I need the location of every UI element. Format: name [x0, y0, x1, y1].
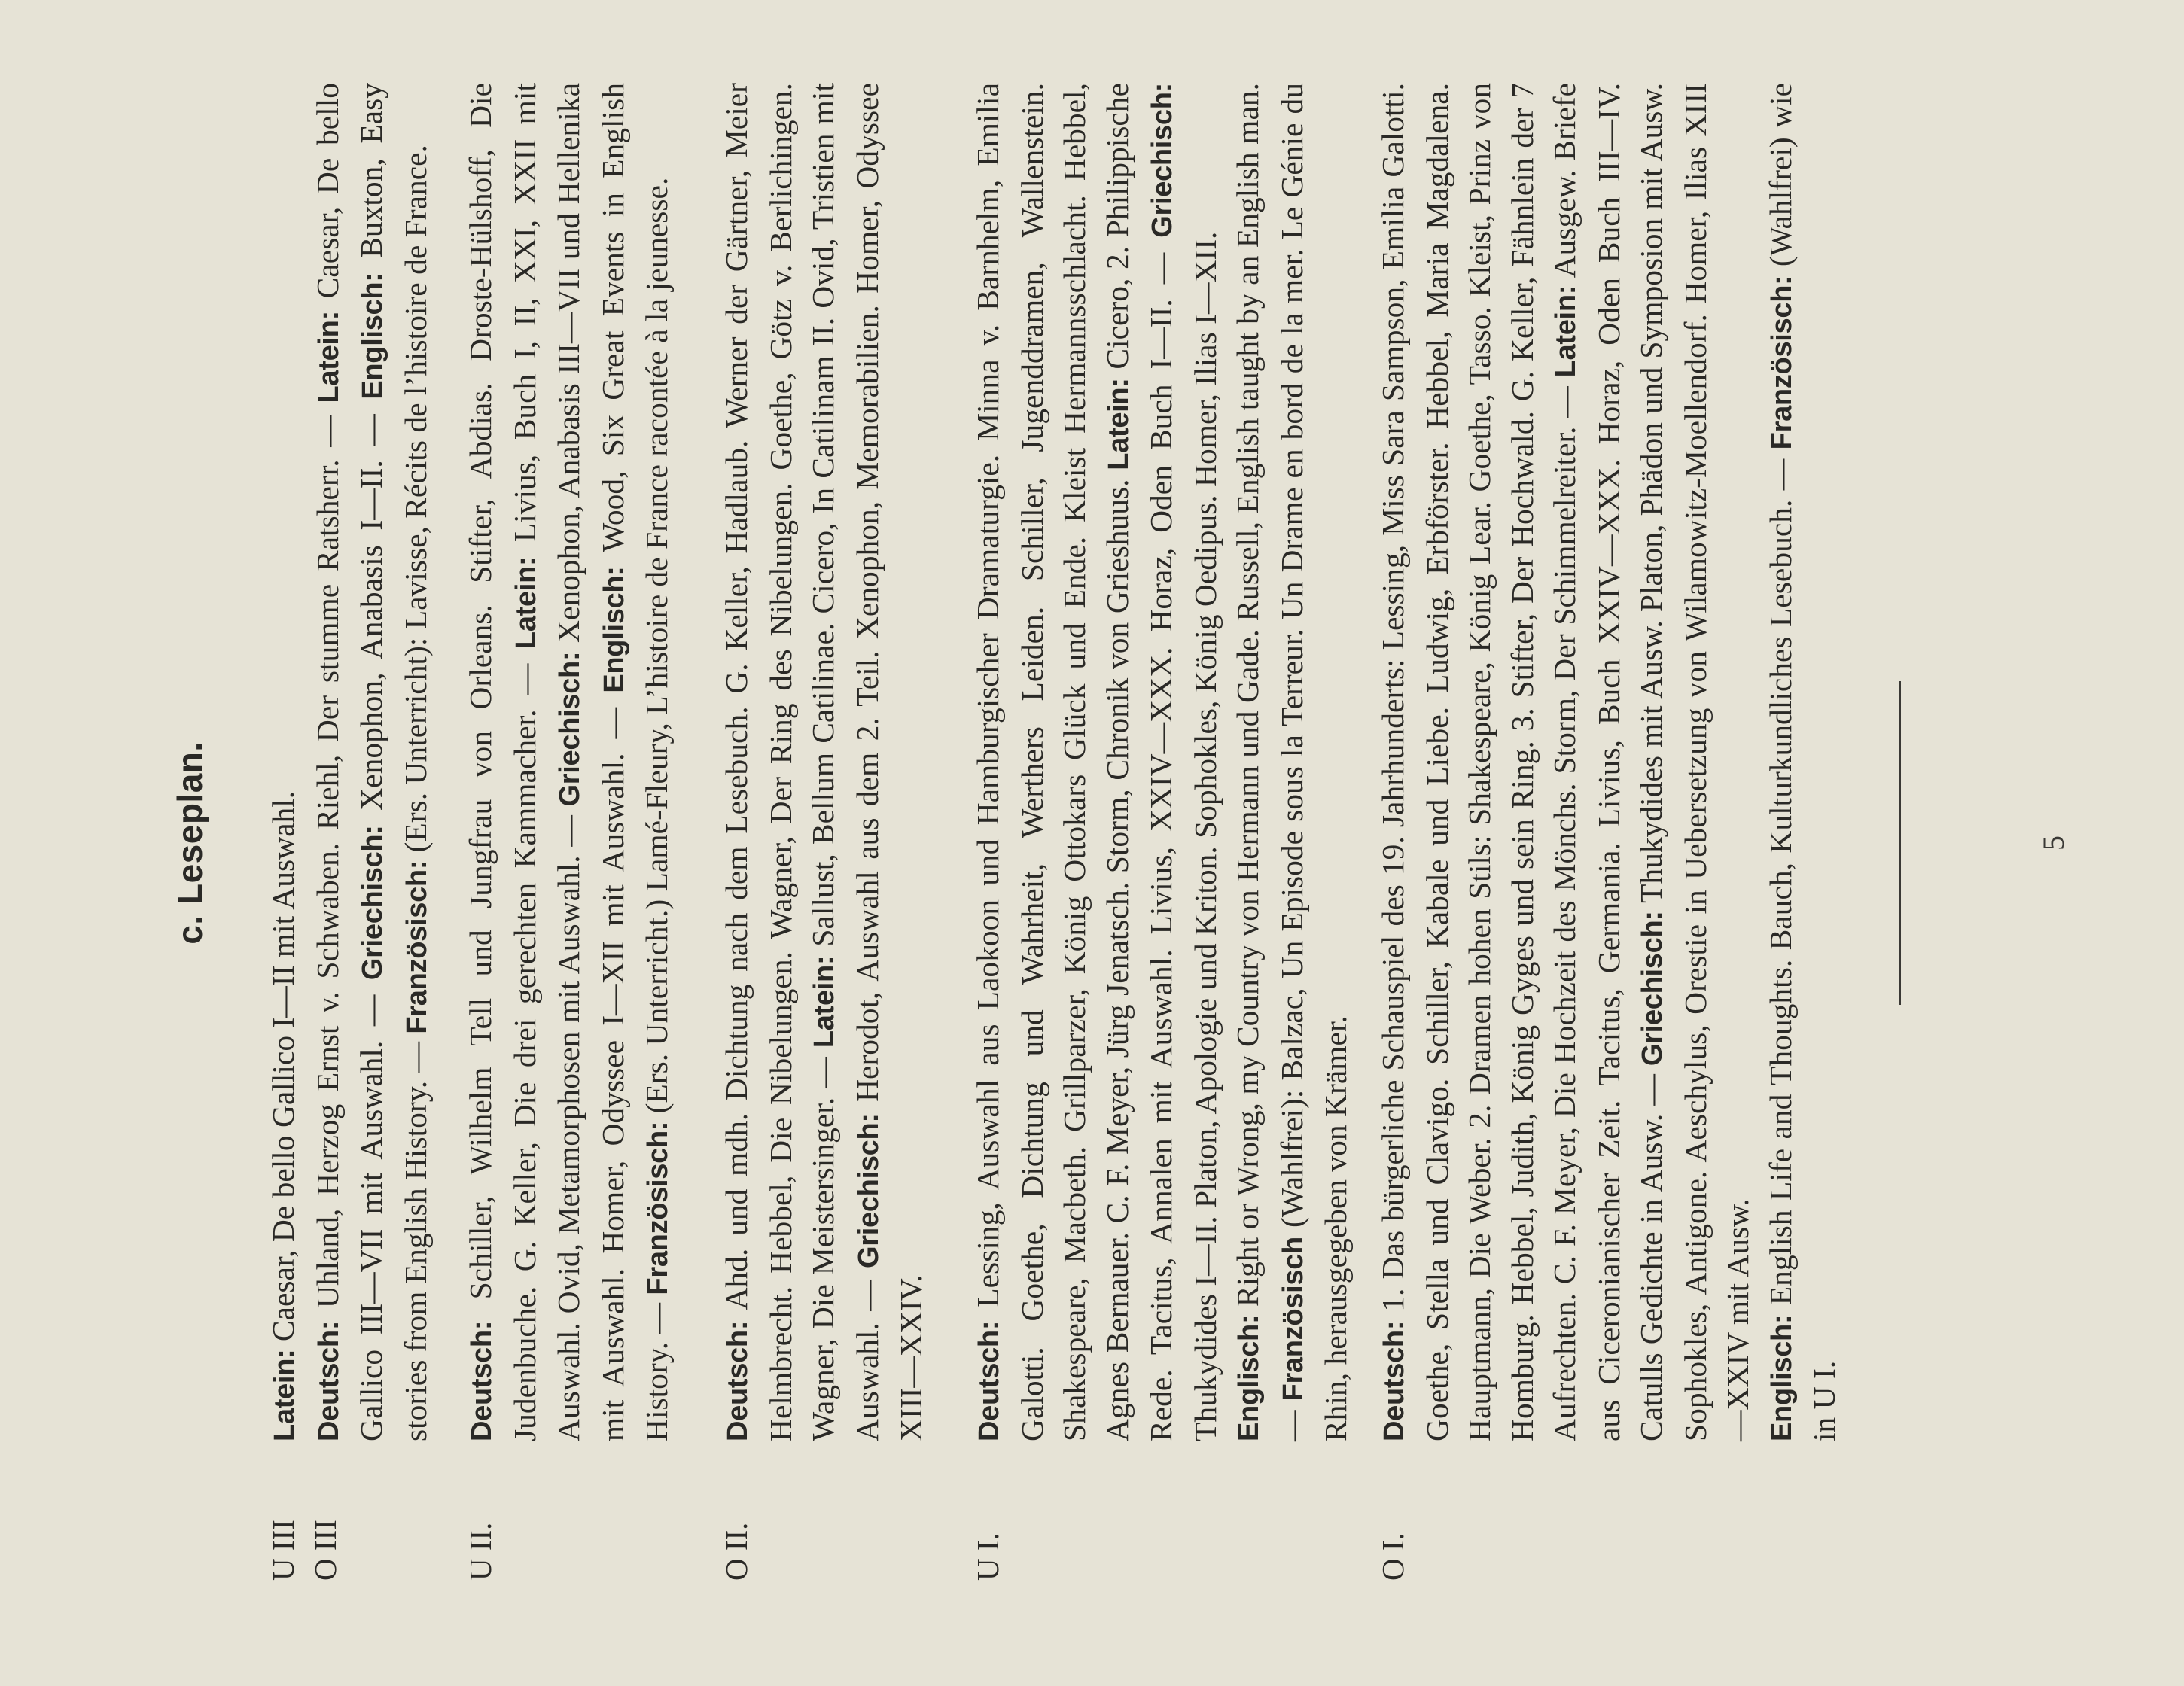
page-title: c. Leseplan. [170, 741, 209, 945]
section-text: Deutsch: 1. Das bürgerliche Schauspiel des 19. Jahrhunderts: Lessing, Miss Sara Sampson, Emilia Galotti. Goethe, Stella und Clavigo. Schiller, Kabale und Liebe. Ludwig, Erbförster. Hebbel, Maria Magdalena. Hauptmann, Die Weber. 2. Dramen hohen Stils: Shakespeare, König Lear. Goethe, Tasso. Kleist, Prinz von Homburg. Hebbel, Judith, König Gyges und sein Ring. 3. Stifter, Der Hochwald. G. Keller, Fähnlein der 7 Aufrechten. C. F. Meyer, Die Hochzeit des Mönchs. Storm, Der Schimmelreiter. — Latein: Ausgew. Briefe aus Ciceronianischer Zeit. Tacitus, Germania. Livius, Buch XXIV—XXX. Horaz, Oden Buch III—IV. Catulls Gedichte in Ausw. — Griechisch: Thukydides mit Ausw. Platon, Phädon und Symposion mit Ausw. Sophokles, Antigone. Aeschylus, Orestie in Uebersetzung von Wilamowitz-Moellendorf. Homer, Ilias XIII—XXIV mit Ausw. Englisch: English Life and Thoughts. Bauch, Kulturkundliches Lesebuch. — Französisch: (Wahlfrei) wie in U I. [1375, 83, 1841, 1441]
divider-rule [1899, 681, 1901, 1005]
section-text: Deutsch: Ahd. und mdh. Dichtung nach dem Lesebuch. G. Keller, Hadlaub. Werner der Gärtner, Meier Helmbrecht. Hebbel, Die Nibelungen. Wagner, Der Ring des Nibelungen. Goethe, Götz v. Berlichingen. Wagner, Die Meistersinger. — Latein: Sallust, Bellum Catilinae. Cicero, In Catilinam II. Ovid, Tristien mit Auswahl. — Griechisch: Herodot, Auswahl aus dem 2. Teil. Xenophon, Memorabilien. Homer, Odyssee XIII—XXIV. [719, 82, 928, 1441]
section-label: U III O III [266, 1520, 343, 1581]
section-text: Latein: Caesar, De bello Gallico I—II mit Auswahl. Deutsch: Uhland, Herzog Ernst v. Schwaben. Riehl, Der stumme Ratsherr. — Latein: Caesar, De bello Gallico III—VII mit Auswahl. — Griechisch: Xenophon, Anabasis I—II. — Englisch: Buxton, Easy stories from English History. — Französisch: (Ers. Unterricht): Lavisse, Récits de l’histoire de France. [266, 83, 433, 1441]
section-label: U I. [970, 1532, 1005, 1581]
section-text: Deutsch: Schiller, Wilhelm Tell und Jungfrau von Orleans. Stifter, Abdias. Droste-Hülshoff, Die Judenbuche. G. Keller, Die drei gerechten Kammacher. — Latein: Livius, Buch I, II, XXI, XXII mit Auswahl. Ovid, Metamorphosen mit Auswahl. — Griechisch: Xenophon, Anabasis III—VII und Hellenika mit Auswahl. Homer, Odyssee I—XII mit Auswahl. — Englisch: Wood, Six Great Events in English History. — Französisch: (Ers. Unterricht.) Lamé-Fleury, L’histoire de France racontée à la jeunesse. [463, 83, 674, 1441]
section-text: Deutsch: Lessing, Auswahl aus Laokoon und Hamburgischer Dramaturgie. Minna v. Barnhelm, Emilia Galotti. Goethe, Dichtung und Wahrheit, Werthers Leiden. Schiller, Jugenddramen, Wallenstein. Shakespeare, Macbeth. Grillparzer, König Ottokars Glück und Ende. Kleist Hermannsschlacht. Hebbel, Agnes Bernauer. C. F. Meyer, Jürg Jenatsch. Storm, Chronik von Grieshuus. Latein: Cicero, 2. Philippische Rede. Tacitus, Annalen mit Auswahl. Livius, XXIV—XXX. Horaz, Oden Buch I—II. — Griechisch: Thukydides I—II. Platon, Apologie und Kriton. Sophokles, König Oedipus. Homer, Ilias I—XII. Englisch: Right or Wrong, my Country von Hermann und Gade. Russell, English taught by an English man. — Französisch (Wahlfrei): Balzac, Un Episode sous la Terreur. Un Drame en bord de la mer. Le Génie du Rhin, herausgegeben von Krämer. [970, 83, 1353, 1441]
section-label: O I. [1375, 1532, 1410, 1581]
section-label: O II. [719, 1522, 754, 1581]
section-label: U II. [463, 1522, 498, 1581]
page-number: 5 [2036, 835, 2070, 851]
